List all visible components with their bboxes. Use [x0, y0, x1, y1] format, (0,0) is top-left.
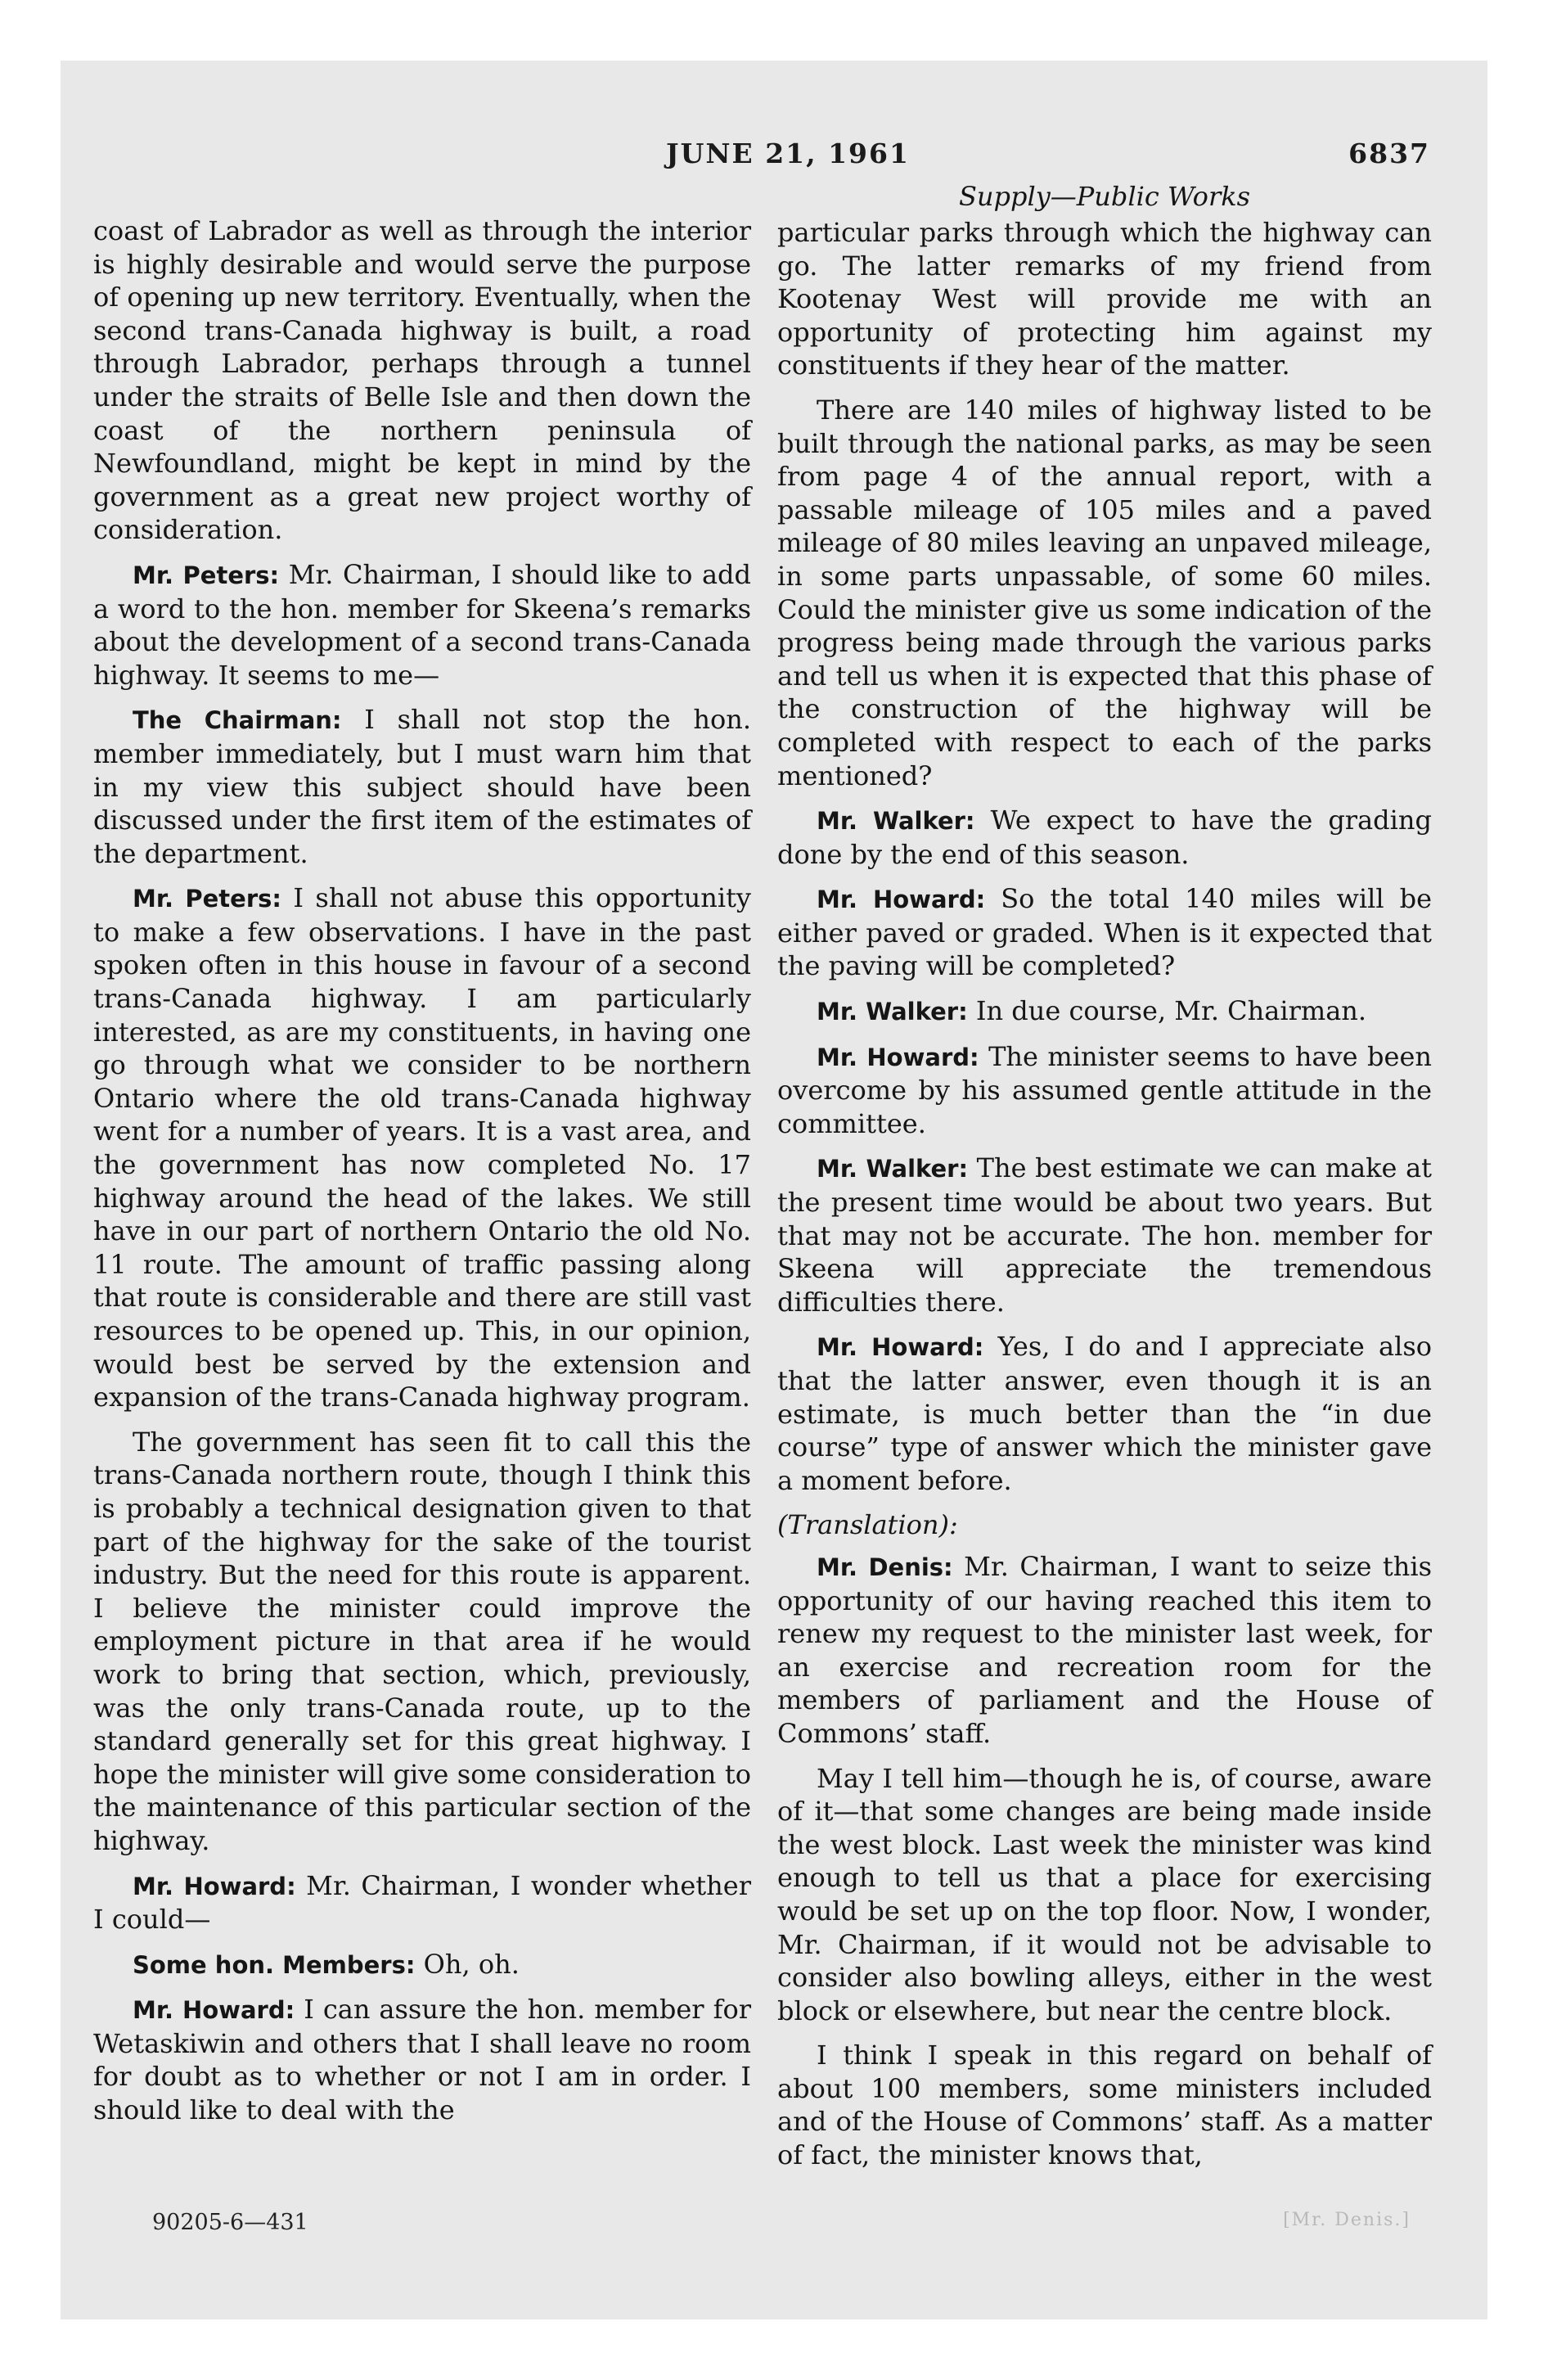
paragraph-text: Mr. Chairman, I should like to add a word to the hon. member for Skeena’s remarks about the development of a second trans-Canada highway. It seems to me—	[93, 558, 752, 691]
speaker-name: Mr. Walker:	[817, 1155, 969, 1183]
paragraph-text: We expect to have the grading done by the end of this season.	[777, 805, 1432, 870]
paragraph	[777, 2039, 1432, 2171]
paragraph-text: I think I speak in this regard on behalf of about 100 members, some ministers included and of the House of Commons’ staff. As a matter of fact, the minister knows that,	[777, 2040, 1432, 2171]
paragraph-text: The government has seen fit to call this the trans-Canada northern route, though I think this is probably a technical designation given to that part of the highway for the sake of the tourist industry. But the need for this route is apparent. I believe the minister could improve the employment picture in that area if he would work to bring that section, which, previously, was the only trans-Canada route, up to the standard generally set for this great highway. I hope the minister will give some consideration to the maintenance of this particular section of the highway.	[93, 1426, 751, 1856]
paragraph-text: May I tell him—though he is, of course, aware of it—that some changes are being made inside the west block. Last week the minister was kind enough to tell us that a place for exercising would be set up on the top floor. Now, I wonder, Mr. Chairman, if it would not be advisable to consider also bowling alleys, either in the west block or elsewhere, but near the centre block.	[777, 1762, 1432, 2026]
paragraph	[93, 1426, 751, 1858]
continuation-ref: [Mr. Denis.]	[1283, 2210, 1411, 2230]
speaker-name: Mr. Howard:	[817, 1333, 984, 1362]
paragraph-text: The best estimate we can make at the present time would be about two years. But that may not be accurate. The hon. member for Skeena will appreciate the tremendous difficulties there.	[777, 1152, 1433, 1318]
speaker-name: Some hon. Members:	[133, 1950, 416, 1979]
page-header	[93, 137, 1430, 178]
paragraph-text: Mr. Chairman, I wonder whether I could—	[93, 1869, 752, 1936]
paragraph-text: coast of Labrador as well as through the interior is highly desirable and would serve the purpose of opening up new territory. Eventually, when the second trans-Canada highway is built, a road through Labrador, perhaps through a tunnel under the straits of Belle Isle and then down the coast of the northern peninsula of Newfoundland, might be kept in mind by the government as a great new project worthy of consideration.	[93, 215, 751, 546]
speech-paragraph	[93, 1993, 751, 2126]
speaker-name: Mr. Howard:	[817, 1043, 979, 1071]
paragraph-text: There are 140 miles of highway listed to be built through the national parks, as may be seen from page 4 of the annual report, with a passable mileage of 105 miles and a paved mileage of 80 miles leaving an unpaved mileage, in some parts unpassable, of some 60 miles. Could the minister give us some indication of the progress being made through the various parks and tell us when it is expected that this phase of the construction of the highway will be completed with respect to each of the parks mentioned?	[777, 394, 1432, 791]
paragraph-text: I shall not abuse this opportunity to make a few observations. I have in the past spoken often in this house in favour of a second trans-Canada highway. I am particularly interested, as are my constituents, in having one go through what we consider to be northern Ontario where the old trans-Canada highway went for a number of years. It is a vast area, and the government has now completed No. 17 highway around the head of the lakes. We still have in our part of northern Ontario the old No. 11 route. The amount of traffic passing along that route is considerable and there are still vast resources to be opened up. This, in our opinion, would best be served by the extension and expansion of the trans-Canada highway program.	[93, 882, 752, 1413]
speech-paragraph	[777, 994, 1432, 1029]
paragraph-text: I shall not stop the hon. member immediately, but I must warn him that in my view this subject should have been discussed under the first item of the estimates of the department.	[93, 704, 752, 869]
page-date: JUNE 21, 1961	[666, 137, 910, 169]
paragraph	[93, 214, 751, 547]
paragraph-text: Oh, oh.	[423, 1948, 520, 1980]
translation-label: (Translation):	[777, 1509, 958, 1541]
paragraph	[777, 1762, 1432, 2028]
speaker-name: Mr. Howard:	[133, 1872, 296, 1900]
speaker-name: Mr. Howard:	[133, 1996, 295, 2025]
speaker-name: Mr. Peters:	[133, 885, 281, 913]
speech-paragraph	[93, 1869, 751, 1936]
speech-paragraph	[777, 882, 1432, 983]
paragraph-text: So the total 140 miles will be either paved or graded. When is it expected that the paving will be completed?	[777, 883, 1433, 982]
paragraph-text: Yes, I do and I appreciate also that the latter answer, even though it is an estimate, is much better than the “in due course” type of answer which the minister gave a moment before.	[777, 1331, 1433, 1496]
speech-paragraph	[93, 1948, 751, 1982]
paragraph-text: In due course, Mr. Chairman.	[975, 995, 1367, 1027]
speaker-name: Mr. Walker:	[817, 998, 968, 1026]
paragraph-text: particular parks through which the highway can go. The latter remarks of my friend from Kootenay West will provide me with an opportunity of protecting him against my constituents if they hear of the matter.	[777, 217, 1432, 381]
paragraph-text: I can assure the hon. member for Wetaskiwin and others that I shall leave no room for doubt as to whether or not I am in order. I should like to deal with the	[93, 1994, 752, 2126]
paragraph-text: The minister seems to have been overcome by his assumed gentle attitude in the committee.	[777, 1040, 1432, 1139]
speech-paragraph	[93, 703, 751, 870]
speech-paragraph	[777, 804, 1432, 871]
speaker-name: The Chairman:	[133, 706, 342, 735]
running-head: Supply—Public Works	[958, 181, 1251, 212]
speech-paragraph	[777, 1550, 1432, 1751]
speaker-name: Mr. Howard:	[817, 886, 986, 914]
paragraph-text: Mr. Chairman, I want to seize this opportunity of our having reached this item to renew my request to the minister last week, for an exercise and recreation room for the members of parliament and the House of Commons’ staff.	[777, 1550, 1432, 1749]
print-code: 90205-6—431	[152, 2210, 308, 2235]
speaker-name: Mr. Peters:	[133, 561, 280, 589]
left-column	[93, 214, 751, 2139]
speaker-name: Mr. Denis:	[817, 1553, 953, 1581]
speech-paragraph	[93, 881, 751, 1414]
page-number: 6837	[1348, 137, 1430, 169]
speech-paragraph	[777, 1040, 1432, 1141]
speaker-name: Mr. Walker:	[817, 807, 975, 836]
speech-paragraph	[777, 1152, 1432, 1318]
speech-paragraph	[93, 558, 751, 692]
speech-paragraph	[777, 1330, 1432, 1497]
paragraph	[777, 216, 1432, 382]
paragraph	[777, 394, 1432, 792]
right-column	[777, 178, 1432, 2184]
